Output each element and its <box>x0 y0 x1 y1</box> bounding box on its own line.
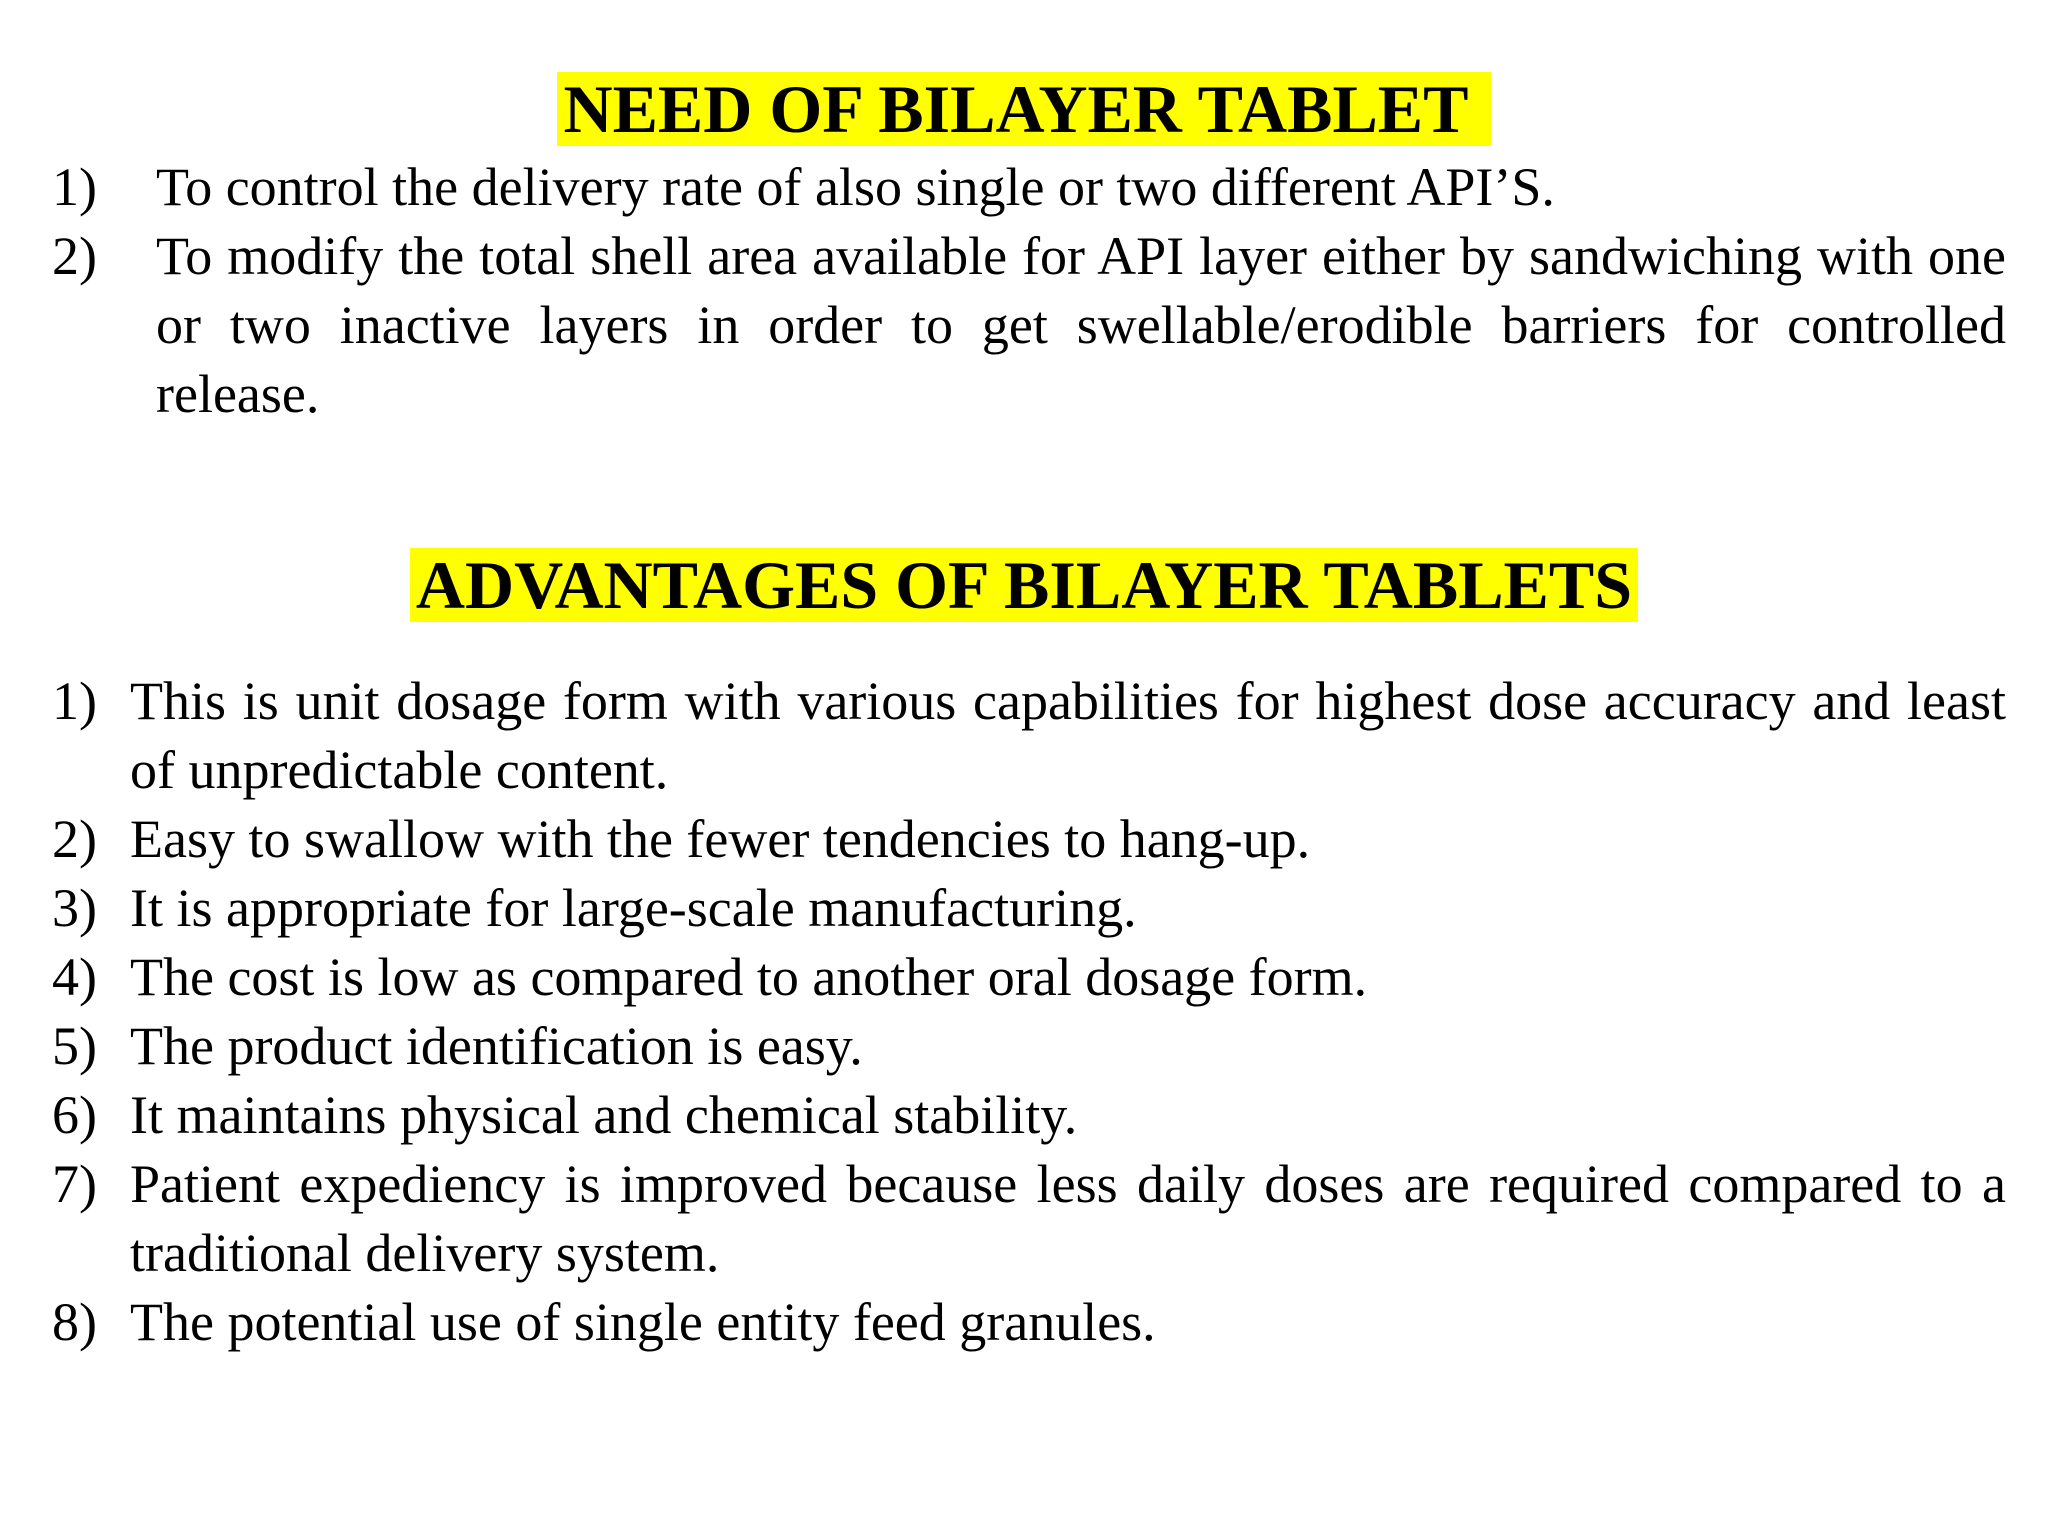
advantages-list <box>52 667 2006 1357</box>
advantages-list-item <box>52 943 2006 1012</box>
list-item-text: The product identification is easy. <box>130 1016 863 1076</box>
list-item-number: 8) <box>52 1292 97 1352</box>
advantages-heading-container <box>0 548 2048 622</box>
list-item-text: The potential use of single entity feed granules. <box>130 1292 1156 1352</box>
list-item-number: 2) <box>52 226 97 286</box>
need-list-item <box>52 222 2006 429</box>
list-item-text: This is unit dosage form with various capabilities for highest dose accuracy and least of unpredictable content. <box>130 671 2006 800</box>
list-item-number: 2) <box>52 809 97 869</box>
advantages-list-item <box>52 667 2006 805</box>
advantages-list-item <box>52 1012 2006 1081</box>
list-item-number: 1) <box>52 671 97 731</box>
list-item-number: 7) <box>52 1154 97 1214</box>
list-item-text: The cost is low as compared to another oral dosage form. <box>130 947 1368 1007</box>
advantages-list-item <box>52 874 2006 943</box>
list-item-number: 3) <box>52 878 97 938</box>
list-item-number: 1) <box>52 157 97 217</box>
advantages-list-item <box>52 805 2006 874</box>
advantages-heading: ADVANTAGES OF BILAYER TABLETS <box>410 548 1638 622</box>
list-item-text: Patient expediency is improved because less daily doses are required compared to a traditional delivery system. <box>130 1154 2006 1283</box>
list-item-text: To control the delivery rate of also single or two different API’S. <box>156 157 1555 217</box>
list-item-number: 5) <box>52 1016 97 1076</box>
list-item-number: 6) <box>52 1085 97 1145</box>
need-heading-container <box>0 72 2048 146</box>
need-list <box>52 153 2006 429</box>
advantages-list-item <box>52 1288 2006 1357</box>
list-item-number: 4) <box>52 947 97 1007</box>
list-item-text: To modify the total shell area available for API layer either by sandwiching with one or two inactive layers in order to get swellable/erodible barriers for controlled release. <box>156 226 2006 424</box>
list-item-text: Easy to swallow with the fewer tendencies to hang-up. <box>130 809 1311 869</box>
advantages-list-item <box>52 1081 2006 1150</box>
need-heading: NEED OF BILAYER TABLET <box>557 72 1490 146</box>
list-item-text: It maintains physical and chemical stability. <box>130 1085 1078 1145</box>
need-list-item <box>52 153 2006 222</box>
advantages-list-item <box>52 1150 2006 1288</box>
list-item-text: It is appropriate for large-scale manufacturing. <box>130 878 1137 938</box>
